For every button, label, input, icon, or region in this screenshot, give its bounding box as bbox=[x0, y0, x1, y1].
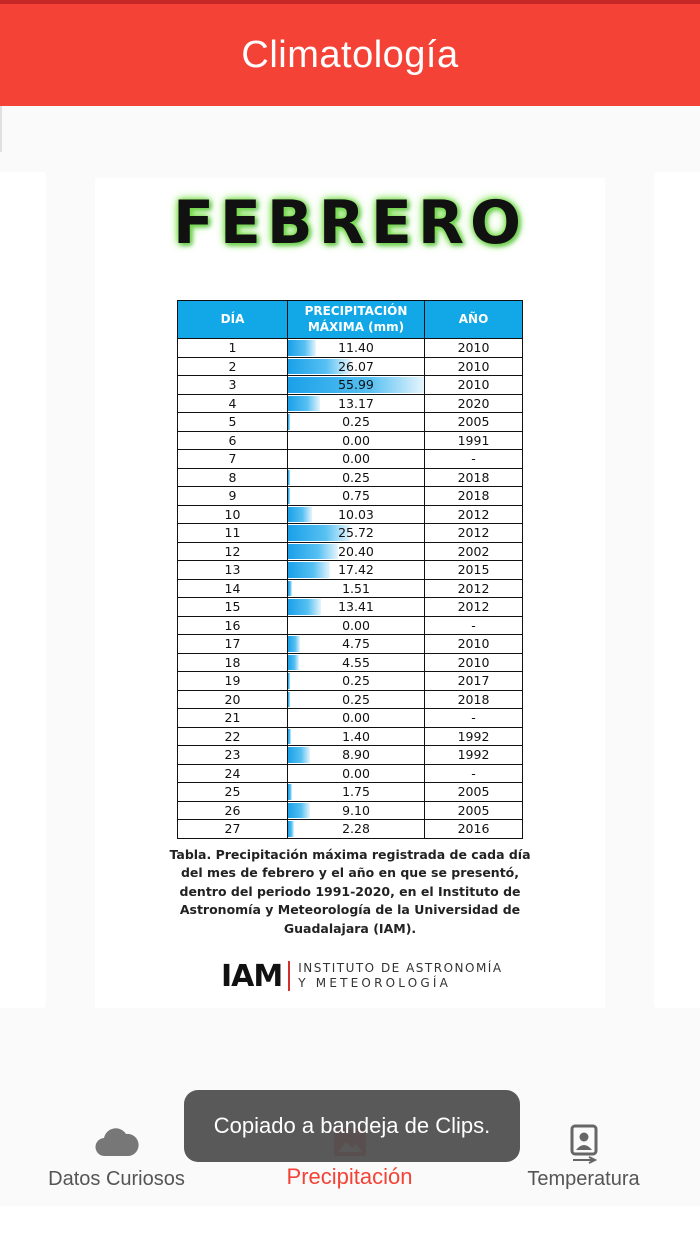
day-cell: 27 bbox=[178, 820, 288, 839]
logo-separator bbox=[288, 961, 290, 991]
precipitation-cell bbox=[288, 357, 425, 376]
precipitation-cell bbox=[288, 764, 425, 783]
nav-label-temperatura: Temperatura bbox=[527, 1168, 640, 1190]
precipitation-cell bbox=[288, 542, 425, 561]
year-cell: 2018 bbox=[425, 468, 523, 487]
logo-line-1: INSTITUTO DE ASTRONOMÍA bbox=[298, 961, 503, 975]
table-row bbox=[178, 487, 523, 506]
precipitation-bar bbox=[288, 544, 338, 560]
table-row bbox=[178, 450, 523, 469]
header-year: AÑO bbox=[425, 301, 523, 339]
table-row bbox=[178, 357, 523, 376]
precipitation-value: 26.07 bbox=[338, 358, 374, 374]
precipitation-value: 0.25 bbox=[342, 414, 370, 430]
precipitation-value: 0.00 bbox=[342, 451, 370, 467]
table-header-row bbox=[178, 301, 523, 339]
header-precipitation-line1: PRECIPITACIÓN bbox=[304, 303, 408, 318]
precipitation-cell bbox=[288, 598, 425, 617]
day-cell: 26 bbox=[178, 801, 288, 820]
day-cell: 21 bbox=[178, 709, 288, 728]
day-cell: 23 bbox=[178, 746, 288, 765]
day-cell: 13 bbox=[178, 561, 288, 580]
precipitation-bar bbox=[288, 599, 321, 615]
day-cell: 17 bbox=[178, 635, 288, 654]
header-precipitation bbox=[288, 301, 425, 339]
precipitation-value: 0.00 bbox=[342, 710, 370, 726]
year-cell: 2005 bbox=[425, 783, 523, 802]
precipitation-bar bbox=[288, 396, 320, 412]
year-cell: - bbox=[425, 709, 523, 728]
day-cell: 4 bbox=[178, 394, 288, 413]
table-row bbox=[178, 709, 523, 728]
precipitation-cell bbox=[288, 635, 425, 654]
precipitation-bar bbox=[288, 821, 294, 837]
app-title: Climatología bbox=[241, 33, 459, 76]
table-body bbox=[178, 339, 523, 839]
year-cell: - bbox=[425, 616, 523, 635]
precipitation-value: 4.75 bbox=[342, 636, 370, 652]
nav-label-datos-curiosos: Datos Curiosos bbox=[48, 1168, 185, 1190]
precipitation-cell bbox=[288, 653, 425, 672]
table-row bbox=[178, 561, 523, 580]
toast bbox=[184, 1090, 520, 1162]
day-cell: 6 bbox=[178, 431, 288, 450]
precipitation-bar bbox=[288, 729, 291, 745]
table-row bbox=[178, 413, 523, 432]
precipitation-bar bbox=[288, 340, 316, 356]
precipitation-value: 11.40 bbox=[338, 340, 374, 356]
table-row bbox=[178, 524, 523, 543]
day-cell: 3 bbox=[178, 376, 288, 395]
precipitation-bar bbox=[288, 655, 299, 671]
precipitation-cell bbox=[288, 746, 425, 765]
precipitation-cell bbox=[288, 450, 425, 469]
year-cell: 2016 bbox=[425, 820, 523, 839]
year-cell: 1992 bbox=[425, 727, 523, 746]
table-row bbox=[178, 468, 523, 487]
bottom-system-area bbox=[0, 1206, 700, 1244]
year-cell: - bbox=[425, 450, 523, 469]
table-row bbox=[178, 579, 523, 598]
precipitation-table bbox=[177, 300, 523, 839]
edge-divider bbox=[0, 106, 2, 152]
precipitation-cell bbox=[288, 468, 425, 487]
precipitation-bar bbox=[288, 562, 330, 578]
precipitation-value: 1.40 bbox=[342, 728, 370, 744]
day-cell: 14 bbox=[178, 579, 288, 598]
precipitation-bar bbox=[288, 784, 292, 800]
day-cell: 16 bbox=[178, 616, 288, 635]
logo-line-2: Y METEOROLOGÍA bbox=[298, 976, 452, 990]
cloud-icon bbox=[95, 1124, 139, 1165]
table-row bbox=[178, 727, 523, 746]
year-cell: 2010 bbox=[425, 653, 523, 672]
precipitation-bar bbox=[288, 414, 290, 430]
year-cell: 2005 bbox=[425, 801, 523, 820]
app-bar bbox=[0, 4, 700, 106]
precipitation-cell bbox=[288, 579, 425, 598]
precipitation-cell bbox=[288, 801, 425, 820]
day-cell: 11 bbox=[178, 524, 288, 543]
precipitation-value: 0.75 bbox=[342, 488, 370, 504]
day-cell: 9 bbox=[178, 487, 288, 506]
day-cell: 7 bbox=[178, 450, 288, 469]
table-row bbox=[178, 635, 523, 654]
header-day: DÍA bbox=[178, 301, 288, 339]
precipitation-value: 25.72 bbox=[338, 525, 374, 541]
year-cell: 1991 bbox=[425, 431, 523, 450]
precipitation-value: 13.41 bbox=[338, 599, 374, 615]
table-row bbox=[178, 690, 523, 709]
year-cell: 2010 bbox=[425, 376, 523, 395]
precipitation-value: 17.42 bbox=[338, 562, 374, 578]
precipitation-cell bbox=[288, 690, 425, 709]
table-row bbox=[178, 505, 523, 524]
precipitation-cell bbox=[288, 820, 425, 839]
portrait-icon bbox=[569, 1124, 599, 1169]
table-row bbox=[178, 820, 523, 839]
table-row bbox=[178, 598, 523, 617]
precipitation-value: 0.25 bbox=[342, 673, 370, 689]
year-cell: 2012 bbox=[425, 505, 523, 524]
year-cell: 2017 bbox=[425, 672, 523, 691]
year-cell: 1992 bbox=[425, 746, 523, 765]
table-row bbox=[178, 801, 523, 820]
precipitation-value: 1.75 bbox=[342, 784, 370, 800]
next-card-peek[interactable] bbox=[654, 172, 700, 1008]
day-cell: 22 bbox=[178, 727, 288, 746]
precipitation-value: 9.10 bbox=[342, 802, 370, 818]
precipitation-bar bbox=[288, 636, 300, 652]
precipitation-bar bbox=[288, 747, 310, 763]
day-cell: 18 bbox=[178, 653, 288, 672]
precipitation-value: 4.55 bbox=[342, 654, 370, 670]
table-row bbox=[178, 376, 523, 395]
year-cell: 2002 bbox=[425, 542, 523, 561]
day-cell: 2 bbox=[178, 357, 288, 376]
day-cell: 15 bbox=[178, 598, 288, 617]
year-cell: 2010 bbox=[425, 635, 523, 654]
table-row bbox=[178, 653, 523, 672]
precipitation-value: 55.99 bbox=[338, 377, 374, 393]
table-row bbox=[178, 394, 523, 413]
table-row bbox=[178, 616, 523, 635]
precipitation-value: 13.17 bbox=[338, 395, 374, 411]
table-row bbox=[178, 672, 523, 691]
header-precipitation-line2: MÁXIMA (mm) bbox=[307, 319, 405, 334]
year-cell: 2020 bbox=[425, 394, 523, 413]
precipitation-cell bbox=[288, 672, 425, 691]
table-row bbox=[178, 746, 523, 765]
precipitation-cell bbox=[288, 394, 425, 413]
previous-card-peek[interactable] bbox=[0, 172, 46, 1008]
precipitation-bar bbox=[288, 673, 290, 689]
precipitation-cell bbox=[288, 616, 425, 635]
precipitation-cell bbox=[288, 413, 425, 432]
table-row bbox=[178, 431, 523, 450]
precipitation-cell bbox=[288, 339, 425, 358]
precipitation-cell bbox=[288, 524, 425, 543]
table-row bbox=[178, 542, 523, 561]
precipitation-value: 2.28 bbox=[342, 821, 370, 837]
precipitation-bar bbox=[288, 692, 290, 708]
table-row bbox=[178, 339, 523, 358]
climate-image-card[interactable] bbox=[95, 178, 605, 1008]
precipitation-value: 20.40 bbox=[338, 543, 374, 559]
day-cell: 5 bbox=[178, 413, 288, 432]
year-cell: 2012 bbox=[425, 579, 523, 598]
table-row bbox=[178, 783, 523, 802]
precipitation-value: 0.25 bbox=[342, 691, 370, 707]
year-cell: 2010 bbox=[425, 339, 523, 358]
precipitation-cell bbox=[288, 505, 425, 524]
day-cell: 1 bbox=[178, 339, 288, 358]
day-cell: 20 bbox=[178, 690, 288, 709]
table-caption: Tabla. Precipitación máxima registrada de cada día del mes de febrero y el año en que se presentó, dentro del periodo 1991-2020, en el Instituto de Astronomía y Meteorología de la Universidad de Guadalajara (IAM). bbox=[169, 847, 531, 936]
precipitation-bar bbox=[288, 581, 292, 597]
precipitation-bar bbox=[288, 470, 290, 486]
precipitation-value: 0.00 bbox=[342, 432, 370, 448]
day-cell: 24 bbox=[178, 764, 288, 783]
precipitation-value: 0.25 bbox=[342, 469, 370, 485]
day-cell: 19 bbox=[178, 672, 288, 691]
year-cell: 2018 bbox=[425, 690, 523, 709]
logo-mark: IAM bbox=[221, 958, 283, 994]
table-row bbox=[178, 764, 523, 783]
day-cell: 10 bbox=[178, 505, 288, 524]
nav-label-precipitacion: Precipitación bbox=[286, 1164, 413, 1189]
day-cell: 12 bbox=[178, 542, 288, 561]
year-cell: 2005 bbox=[425, 413, 523, 432]
year-cell: 2012 bbox=[425, 524, 523, 543]
precipitation-cell bbox=[288, 727, 425, 746]
day-cell: 8 bbox=[178, 468, 288, 487]
year-cell: 2010 bbox=[425, 357, 523, 376]
precipitation-value: 10.03 bbox=[338, 506, 374, 522]
precipitation-cell bbox=[288, 709, 425, 728]
precipitation-value: 0.00 bbox=[342, 765, 370, 781]
year-cell: - bbox=[425, 764, 523, 783]
precipitation-cell bbox=[288, 431, 425, 450]
year-cell: 2015 bbox=[425, 561, 523, 580]
year-cell: 2018 bbox=[425, 487, 523, 506]
logo-text bbox=[298, 961, 502, 991]
precipitation-value: 0.00 bbox=[342, 617, 370, 633]
precipitation-value: 1.51 bbox=[342, 580, 370, 596]
precipitation-bar bbox=[288, 507, 312, 523]
precipitation-bar bbox=[288, 803, 310, 819]
precipitation-bar bbox=[288, 488, 290, 504]
year-cell: 2012 bbox=[425, 598, 523, 617]
toast-message: Copiado a bandeja de Clips. bbox=[213, 1113, 491, 1138]
precipitation-cell bbox=[288, 561, 425, 580]
iam-logo bbox=[221, 958, 503, 994]
day-cell: 25 bbox=[178, 783, 288, 802]
precipitation-cell bbox=[288, 783, 425, 802]
month-title: FEBRERO bbox=[172, 188, 528, 258]
precipitation-value: 8.90 bbox=[342, 747, 370, 763]
precipitation-cell bbox=[288, 376, 425, 395]
precipitation-cell bbox=[288, 487, 425, 506]
